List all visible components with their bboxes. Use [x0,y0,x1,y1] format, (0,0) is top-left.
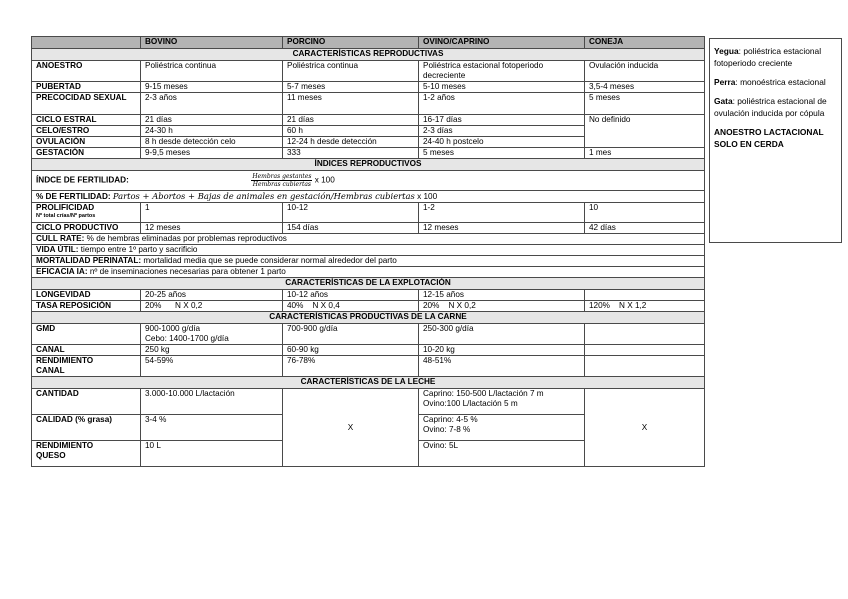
definition-cell [32,256,705,267]
fraction-numerator: Hembras gestantes [252,173,312,180]
label-precocidad: PRECOCIDAD SEXUAL [32,93,141,115]
label-ciclo-estral: CICLO ESTRAL [32,115,141,126]
pct-fertility-label: % DE FERTILIDAD: [36,192,111,201]
cell-line: Cebo: 1400-1700 g/día [145,334,229,343]
cell: 1-2 años [419,93,585,115]
header-porcino: PORCINO [283,37,419,49]
cell: 250-300 g/día [419,324,585,345]
cell: 3-4 % [141,415,283,441]
label-tasa-reposicion: TASA REPOSICIÓN [32,301,141,312]
pct-fertility-cell [32,191,705,203]
label-rendimiento-queso [32,441,141,467]
cell: 20% N X 0,2 [419,301,585,312]
cell [419,389,585,415]
note-gata [714,95,837,119]
row-vida-util [32,245,705,256]
label-pubertad: PUBERTAD [32,82,141,93]
cell: 20-25 años [141,290,283,301]
definition-cell [32,234,705,245]
row-gmd [32,324,705,345]
section-carne: CARACTERÍSTICAS PRODUCTIVAS DE LA CARNE [32,312,705,324]
fertility-index-cell [32,171,705,191]
cell: 42 días [585,223,705,234]
label-line: QUESO [36,451,66,460]
definition-term: MORTALIDAD PERINATAL: [36,256,142,265]
definition-term: VIDA ÚTIL: [36,245,79,254]
cell: 9-9,5 meses [141,148,283,159]
cell: 24-30 h [141,126,283,137]
cell [585,290,705,301]
cell: 10 L [141,441,283,467]
cell: 5-10 meses [419,82,585,93]
cell: 12 meses [141,223,283,234]
cell-line: decreciente [423,71,466,80]
label-cantidad: CANTIDAD [32,389,141,415]
cell: No definido [585,115,705,148]
cell-x-coneja: X [585,389,705,467]
cell: 333 [283,148,419,159]
cell: 11 meses [283,93,419,115]
cell: 2-3 años [141,93,283,115]
cell: 3.000-10.000 L/lactación [141,389,283,415]
cell: 24-40 h postcelo [419,137,585,148]
note-text: : poliéstrica estacional de ovulación inducida por cópula [714,96,827,118]
cell: 16-17 días [419,115,585,126]
definition-text: tiempo entre 1º parto y sacrificio [80,245,198,254]
label-gestacion: GESTACIÓN [32,148,141,159]
cell: 12-15 años [419,290,585,301]
section-indices: ÍNDICES REPRODUCTIVOS [32,159,705,171]
cell: 48-51% [419,356,585,377]
definition-text: nº de inseminaciones necesarias para obtener 1 parto [89,267,286,276]
row-rendimiento-canal [32,356,705,377]
label-longevidad: LONGEVIDAD [32,290,141,301]
cell: 10-12 [283,203,419,223]
row-ciclo-productivo [32,223,705,234]
cell [585,345,705,356]
row-eficacia [32,267,705,278]
note-text: : poliéstrica estacional fotoperiodo creciente [714,46,822,68]
cell [585,324,705,345]
label-ovulacion: OVULACIÓN [32,137,141,148]
row-indice-fertilidad [32,171,705,191]
label-rendimiento-canal [32,356,141,377]
row-pct-fertilidad [32,191,705,203]
cell-line: Caprino: 4-5 % [423,415,478,424]
cell [419,415,585,441]
cell: 21 días [283,115,419,126]
row-canal [32,345,705,356]
row-gestacion [32,148,705,159]
cell-line: Poliéstrica estacional fotoperiodo [423,61,544,70]
note-term: Perra [714,77,736,87]
label-gmd: GMD [32,324,141,345]
label-calidad: CALIDAD (% grasa) [32,415,141,441]
side-note-box [709,38,842,243]
row-anoestro [32,61,705,82]
cell: 2-3 días [419,126,585,137]
label-celo: CELO/ESTRO [32,126,141,137]
cell: 1-2 [419,203,585,223]
cell: 5 meses [419,148,585,159]
label-line: CANAL [36,366,65,375]
pct-fertility-formula: Partos + Abortos + Bajas de animales en gestación/Hembras cubiertas [112,191,415,201]
pct-fertility-multiplier: x 100 [417,192,438,201]
row-cullrate [32,234,705,245]
row-pubertad [32,82,705,93]
cell: 3,5-4 meses [585,82,705,93]
cell: 10-20 kg [419,345,585,356]
cell: 1 mes [585,148,705,159]
cell: 9-15 meses [141,82,283,93]
header-ovino-caprino: OVINO/CAPRINO [419,37,585,49]
cell-line: Ovino:100 L/lactación 5 m [423,399,518,408]
row-precocidad [32,93,705,115]
species-comparison-table [31,36,705,467]
cell-line: 900-1000 g/día [145,324,201,333]
note-term: Gata [714,96,733,106]
cell [141,324,283,345]
cell: 20% N X 0,2 [141,301,283,312]
definition-text: mortalidad media que se puede considerar normal alrededor del parto [143,256,397,265]
cell: 1 [141,203,283,223]
cell: 5-7 meses [283,82,419,93]
cell: 120% N X 1,2 [585,301,705,312]
fertility-multiplier: x 100 [314,175,335,185]
cell: 60 h [283,126,419,137]
cell: 250 kg [141,345,283,356]
section-leche: CARACTERÍSTICAS DE LA LECHE [32,377,705,389]
cell-line: Ovino: 7-8 % [423,425,471,434]
header-bovino: BOVINO [141,37,283,49]
fertility-fraction [251,173,312,188]
label-prolificidad [32,203,141,223]
definition-term: EFICACIA IA: [36,267,88,276]
label-line: RENDIMIENTO [36,356,94,365]
cell: Ovulación inducida [585,61,705,82]
row-prolificidad [32,203,705,223]
cell: 76-78% [283,356,419,377]
row-longevidad [32,290,705,301]
cell: 5 meses [585,93,705,115]
cell: Poliéstrica continua [141,61,283,82]
row-cantidad [32,389,705,415]
row-tasa-reposicion [32,301,705,312]
label-anoestro: ANOESTRO [32,61,141,82]
definition-text: % de hembras eliminadas por problemas reproductivos [86,234,287,243]
cell: 54-59% [141,356,283,377]
note-text: : monoéstrica estacional [735,77,826,87]
header-row [32,37,705,49]
row-mortalidad [32,256,705,267]
note-yegua [714,45,837,69]
cell-line: Caprino: 150-500 L/lactación 7 m [423,389,544,398]
cell: 10 [585,203,705,223]
cell-x-porcino: X [283,389,419,467]
definition-cell [32,267,705,278]
label-line: RENDIMIENTO [36,441,94,450]
cell: 10-12 años [283,290,419,301]
label-canal: CANAL [32,345,141,356]
cell: 700-900 g/día [283,324,419,345]
fraction-denominator: Hembras cubiertas [252,181,312,188]
cell: 60-90 kg [283,345,419,356]
note-perra [714,76,837,88]
prolificidad-title: PROLIFICIDAD [36,203,95,212]
cell: Ovino: 5L [419,441,585,467]
cell [585,356,705,377]
cell: 8 h desde detección celo [141,137,283,148]
note-anoestro-text: ANOESTRO LACTACIONAL SOLO EN CERDA [714,127,824,149]
fertility-index-label: ÍNDCE DE FERTILIDAD: [36,175,129,185]
cell: 154 días [283,223,419,234]
label-ciclo-productivo: CICLO PRODUCTIVO [32,223,141,234]
header-empty [32,37,141,49]
section-reproductivas: CARACTERÍSTICAS REPRODUCTIVAS [32,49,705,61]
section-explotacion: CARACTERÍSTICAS DE LA EXPLOTACIÓN [32,278,705,290]
row-ciclo-estral [32,115,705,126]
definition-cell [32,245,705,256]
cell: 12-24 h desde detección [283,137,419,148]
prolificidad-subtitle: Nº total crías/Nº partos [36,213,96,219]
cell: 21 días [141,115,283,126]
note-term: Yegua [714,46,739,56]
cell: Poliéstrica continua [283,61,419,82]
note-anoestro [714,126,837,150]
cell [419,61,585,82]
header-coneja: CONEJA [585,37,705,49]
cell: 40% N X 0,4 [283,301,419,312]
definition-term: CULL RATE: [36,234,85,243]
cell: 12 meses [419,223,585,234]
